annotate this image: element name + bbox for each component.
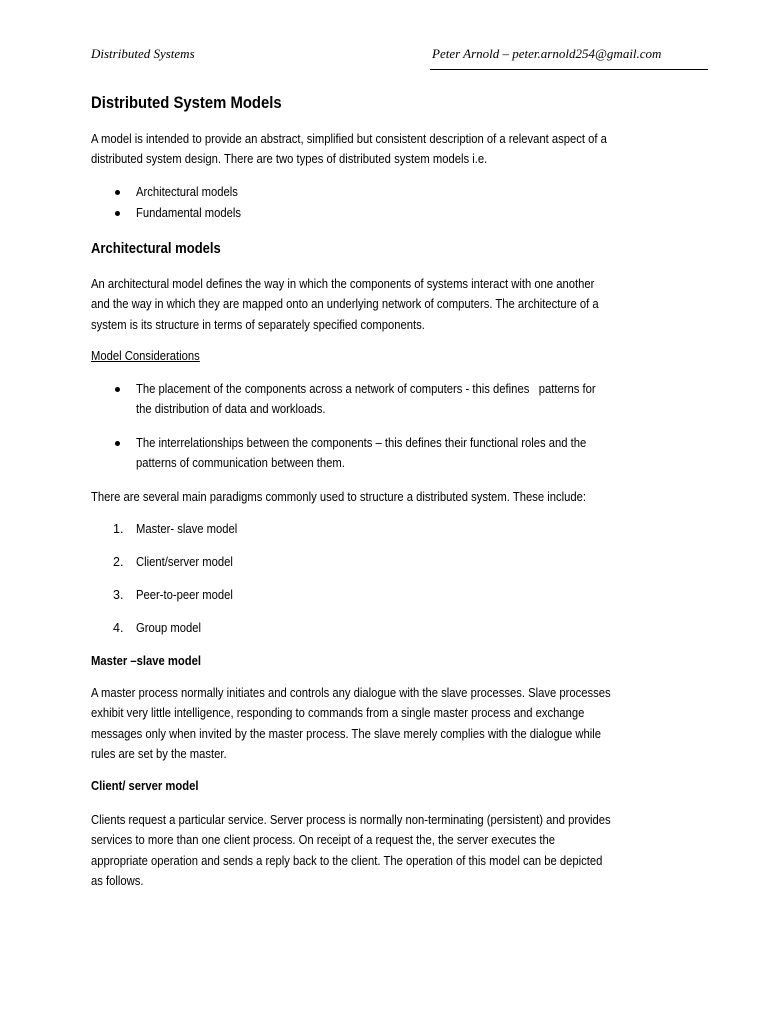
list-item-label: Fundamental models bbox=[136, 206, 242, 220]
list-item bbox=[136, 182, 249, 202]
architectural-paragraph bbox=[91, 274, 655, 335]
client-server-paragraph bbox=[91, 810, 668, 891]
running-header-title: Distributed Systems bbox=[91, 46, 195, 61]
list-item-label: Architectural models bbox=[136, 185, 238, 199]
section-heading: Architectural models bbox=[91, 241, 221, 257]
list-item-label: Peer-to-peer model bbox=[136, 588, 233, 602]
paragraph-line: messages only when invited by the master process. The slave merely complies with the dialogue while bbox=[91, 726, 602, 741]
paragraph-line: system is its structure in terms of separately specified components. bbox=[91, 317, 425, 332]
running-header-author: Peter Arnold – peter.arnold254@gmail.com bbox=[432, 46, 662, 61]
paragraph-line: Clients request a particular service. Server process is normally non-terminating (persistent) and provides bbox=[91, 813, 611, 827]
list-item-line: The interrelationships between the components – this defines their functional roles and the bbox=[136, 436, 587, 450]
list-item-line: patterns of communication between them. bbox=[136, 456, 345, 471]
paragraph-line: as follows. bbox=[91, 873, 144, 888]
paradigms-intro: There are several main paradigms commonly used to structure a distributed system. These include: bbox=[91, 490, 587, 504]
list-number: 3. bbox=[113, 588, 124, 602]
numbered-list-item bbox=[113, 618, 208, 638]
paragraph-line: distributed system design. There are two types of distributed system models i.e. bbox=[91, 152, 488, 167]
numbered-list-item bbox=[113, 519, 249, 539]
paragraph-line: and the way in which they are mapped onto an underlying network of computers. The architecture of a bbox=[91, 297, 599, 312]
numbered-list-item bbox=[113, 585, 244, 605]
subsection-heading: Client/ server model bbox=[91, 779, 199, 793]
paragraph-line: A model is intended to provide an abstract, simplified but consistent description of a relevant aspect of a bbox=[91, 132, 607, 146]
list-number: 4. bbox=[113, 621, 124, 635]
list-item bbox=[136, 379, 647, 420]
list-item-line: the distribution of data and workloads. bbox=[136, 402, 326, 417]
header-rule bbox=[430, 69, 708, 70]
bullet-icon bbox=[115, 190, 120, 195]
list-number: 2. bbox=[113, 555, 124, 569]
paragraph-line: services to more than one client process. On receipt of a request the, the server executes the bbox=[91, 833, 555, 848]
bullet-icon bbox=[115, 387, 120, 392]
bullet-icon bbox=[115, 441, 120, 446]
paragraph-line: A master process normally initiates and controls any dialogue with the slave processes. Slave processes bbox=[91, 686, 611, 700]
list-item-line: The placement of the components across a network of computers - this defines patterns for bbox=[136, 382, 596, 396]
list-item bbox=[136, 433, 636, 474]
list-item bbox=[136, 203, 253, 223]
intro-paragraph bbox=[91, 129, 664, 170]
subsection-heading: Master –slave model bbox=[91, 654, 202, 668]
bullet-icon bbox=[115, 211, 120, 216]
list-item-label: Master- slave model bbox=[136, 522, 238, 536]
paragraph-line: rules are set by the master. bbox=[91, 746, 227, 761]
numbered-list-item bbox=[113, 552, 244, 572]
page-title: Distributed System Models bbox=[91, 94, 282, 112]
master-slave-paragraph bbox=[91, 683, 668, 764]
paragraph-line: An architectural model defines the way in which the components of systems interact with one another bbox=[91, 277, 595, 291]
paragraph-line: exhibit very little intelligence, responding to commands from a single master process and exchange bbox=[91, 706, 585, 721]
list-item-label: Group model bbox=[136, 621, 202, 635]
list-item-label: Client/server model bbox=[136, 555, 233, 569]
list-number: 1. bbox=[113, 522, 124, 536]
paragraph-line: appropriate operation and sends a reply back to the client. The operation of this model can be depicted bbox=[91, 853, 603, 868]
subsection-heading: Model Considerations bbox=[91, 349, 200, 363]
